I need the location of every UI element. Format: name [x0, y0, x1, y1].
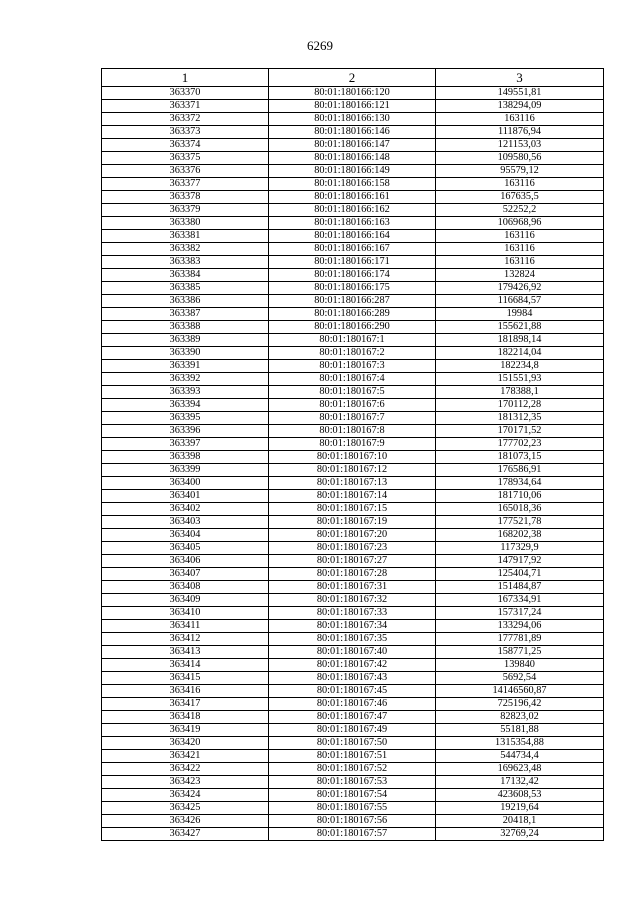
- cadastral-number-cell: 80:01:180166:287: [269, 295, 436, 308]
- table-row: [102, 113, 604, 126]
- table-row: [102, 100, 604, 113]
- row-number-cell: 363407: [102, 568, 269, 581]
- cadastral-number-cell: 80:01:180166:171: [269, 256, 436, 269]
- value-cell: 111876,94: [436, 126, 604, 139]
- table-row: [102, 503, 604, 516]
- value-cell: 109580,56: [436, 152, 604, 165]
- cadastral-number-cell: 80:01:180167:51: [269, 750, 436, 763]
- row-number-cell: 363386: [102, 295, 269, 308]
- table-row: [102, 568, 604, 581]
- row-number-cell: 363415: [102, 672, 269, 685]
- table-row: [102, 243, 604, 256]
- row-number-cell: 363376: [102, 165, 269, 178]
- value-cell: 117329,9: [436, 542, 604, 555]
- header-row: [102, 69, 604, 87]
- value-cell: 544734,4: [436, 750, 604, 763]
- table-row: [102, 334, 604, 347]
- cadastral-number-cell: 80:01:180167:28: [269, 568, 436, 581]
- table-row: [102, 464, 604, 477]
- row-number-cell: 363412: [102, 633, 269, 646]
- cadastral-number-cell: 80:01:180166:161: [269, 191, 436, 204]
- cadastral-number-cell: 80:01:180166:167: [269, 243, 436, 256]
- row-number-cell: 363389: [102, 334, 269, 347]
- row-number-cell: 363382: [102, 243, 269, 256]
- column-header-3: 3: [436, 69, 604, 87]
- table-row: [102, 711, 604, 724]
- table-row: [102, 191, 604, 204]
- value-cell: 155621,88: [436, 321, 604, 334]
- value-cell: 32769,24: [436, 828, 604, 841]
- column-header-1: 1: [102, 69, 269, 87]
- row-number-cell: 363393: [102, 386, 269, 399]
- value-cell: 19984: [436, 308, 604, 321]
- cadastral-number-cell: 80:01:180167:27: [269, 555, 436, 568]
- table-row: [102, 646, 604, 659]
- cadastral-number-cell: 80:01:180167:35: [269, 633, 436, 646]
- row-number-cell: 363404: [102, 529, 269, 542]
- value-cell: 139840: [436, 659, 604, 672]
- cadastral-number-cell: 80:01:180167:46: [269, 698, 436, 711]
- value-cell: 151551,93: [436, 373, 604, 386]
- table-row: [102, 529, 604, 542]
- table-row: [102, 490, 604, 503]
- row-number-cell: 363408: [102, 581, 269, 594]
- row-number-cell: 363422: [102, 763, 269, 776]
- table-body: [102, 87, 604, 841]
- table-row: [102, 425, 604, 438]
- row-number-cell: 363423: [102, 776, 269, 789]
- table-row: [102, 321, 604, 334]
- row-number-cell: 363398: [102, 451, 269, 464]
- value-cell: 125404,71: [436, 568, 604, 581]
- table-row: [102, 776, 604, 789]
- cadastral-number-cell: 80:01:180167:19: [269, 516, 436, 529]
- row-number-cell: 363392: [102, 373, 269, 386]
- row-number-cell: 363402: [102, 503, 269, 516]
- value-cell: 82823,02: [436, 711, 604, 724]
- row-number-cell: 363372: [102, 113, 269, 126]
- table-row: [102, 373, 604, 386]
- cadastral-number-cell: 80:01:180167:12: [269, 464, 436, 477]
- value-cell: 149551,81: [436, 87, 604, 100]
- cadastral-number-cell: 80:01:180167:43: [269, 672, 436, 685]
- row-number-cell: 363420: [102, 737, 269, 750]
- value-cell: 182234,8: [436, 360, 604, 373]
- value-cell: 151484,87: [436, 581, 604, 594]
- row-number-cell: 363384: [102, 269, 269, 282]
- value-cell: 163116: [436, 113, 604, 126]
- cadastral-number-cell: 80:01:180166:175: [269, 282, 436, 295]
- cadastral-number-cell: 80:01:180167:15: [269, 503, 436, 516]
- row-number-cell: 363385: [102, 282, 269, 295]
- row-number-cell: 363391: [102, 360, 269, 373]
- cadastral-number-cell: 80:01:180166:120: [269, 87, 436, 100]
- row-number-cell: 363419: [102, 724, 269, 737]
- value-cell: 181312,35: [436, 412, 604, 425]
- row-number-cell: 363400: [102, 477, 269, 490]
- cadastral-number-cell: 80:01:180167:56: [269, 815, 436, 828]
- cadastral-number-cell: 80:01:180166:146: [269, 126, 436, 139]
- cadastral-number-cell: 80:01:180167:47: [269, 711, 436, 724]
- value-cell: 163116: [436, 256, 604, 269]
- value-cell: 169623,48: [436, 763, 604, 776]
- row-number-cell: 363399: [102, 464, 269, 477]
- table-row: [102, 516, 604, 529]
- cadastral-number-cell: 80:01:180167:32: [269, 594, 436, 607]
- value-cell: 147917,92: [436, 555, 604, 568]
- row-number-cell: 363387: [102, 308, 269, 321]
- row-number-cell: 363377: [102, 178, 269, 191]
- table-row: [102, 633, 604, 646]
- table-row: [102, 256, 604, 269]
- cadastral-number-cell: 80:01:180166:163: [269, 217, 436, 230]
- table-row: [102, 308, 604, 321]
- value-cell: 181898,14: [436, 334, 604, 347]
- cadastral-number-cell: 80:01:180166:130: [269, 113, 436, 126]
- cadastral-number-cell: 80:01:180166:148: [269, 152, 436, 165]
- cadastral-number-cell: 80:01:180166:158: [269, 178, 436, 191]
- value-cell: 181710,06: [436, 490, 604, 503]
- table-row: [102, 126, 604, 139]
- table-row: [102, 620, 604, 633]
- table-row: [102, 360, 604, 373]
- row-number-cell: 363390: [102, 347, 269, 360]
- table-row: [102, 438, 604, 451]
- table-row: [102, 152, 604, 165]
- table-row: [102, 451, 604, 464]
- cadastral-number-cell: 80:01:180166:162: [269, 204, 436, 217]
- value-cell: 158771,25: [436, 646, 604, 659]
- row-number-cell: 363409: [102, 594, 269, 607]
- row-number-cell: 363401: [102, 490, 269, 503]
- table-row: [102, 477, 604, 490]
- row-number-cell: 363424: [102, 789, 269, 802]
- value-cell: 181073,15: [436, 451, 604, 464]
- data-table: [101, 68, 604, 841]
- table-row: [102, 789, 604, 802]
- table-row: [102, 594, 604, 607]
- row-number-cell: 363373: [102, 126, 269, 139]
- value-cell: 167334,91: [436, 594, 604, 607]
- row-number-cell: 363413: [102, 646, 269, 659]
- cadastral-number-cell: 80:01:180167:7: [269, 412, 436, 425]
- row-number-cell: 363370: [102, 87, 269, 100]
- table-row: [102, 399, 604, 412]
- row-number-cell: 363378: [102, 191, 269, 204]
- row-number-cell: 363381: [102, 230, 269, 243]
- cadastral-number-cell: 80:01:180167:23: [269, 542, 436, 555]
- cadastral-number-cell: 80:01:180167:10: [269, 451, 436, 464]
- table-row: [102, 685, 604, 698]
- cadastral-number-cell: 80:01:180166:290: [269, 321, 436, 334]
- row-number-cell: 363394: [102, 399, 269, 412]
- value-cell: 52252,2: [436, 204, 604, 217]
- row-number-cell: 363426: [102, 815, 269, 828]
- value-cell: 177521,78: [436, 516, 604, 529]
- row-number-cell: 363425: [102, 802, 269, 815]
- value-cell: 167635,5: [436, 191, 604, 204]
- value-cell: 182214,04: [436, 347, 604, 360]
- value-cell: 20418,1: [436, 815, 604, 828]
- row-number-cell: 363406: [102, 555, 269, 568]
- table-row: [102, 269, 604, 282]
- cadastral-number-cell: 80:01:180167:14: [269, 490, 436, 503]
- row-number-cell: 363427: [102, 828, 269, 841]
- cadastral-number-cell: 80:01:180167:57: [269, 828, 436, 841]
- cadastral-number-cell: 80:01:180166:147: [269, 139, 436, 152]
- row-number-cell: 363388: [102, 321, 269, 334]
- cadastral-number-cell: 80:01:180167:49: [269, 724, 436, 737]
- row-number-cell: 363403: [102, 516, 269, 529]
- value-cell: 1315354,88: [436, 737, 604, 750]
- table-row: [102, 659, 604, 672]
- table-row: [102, 295, 604, 308]
- cadastral-number-cell: 80:01:180167:31: [269, 581, 436, 594]
- table-row: [102, 230, 604, 243]
- value-cell: 95579,12: [436, 165, 604, 178]
- table-row: [102, 802, 604, 815]
- cadastral-number-cell: 80:01:180167:50: [269, 737, 436, 750]
- value-cell: 14146560,87: [436, 685, 604, 698]
- value-cell: 170112,28: [436, 399, 604, 412]
- row-number-cell: 363417: [102, 698, 269, 711]
- cadastral-number-cell: 80:01:180167:40: [269, 646, 436, 659]
- value-cell: 133294,06: [436, 620, 604, 633]
- value-cell: 165018,36: [436, 503, 604, 516]
- cadastral-number-cell: 80:01:180166:174: [269, 269, 436, 282]
- table-row: [102, 724, 604, 737]
- table-row: [102, 217, 604, 230]
- value-cell: 177781,89: [436, 633, 604, 646]
- cadastral-number-cell: 80:01:180167:8: [269, 425, 436, 438]
- row-number-cell: 363375: [102, 152, 269, 165]
- table-row: [102, 347, 604, 360]
- value-cell: 17132,42: [436, 776, 604, 789]
- row-number-cell: 363405: [102, 542, 269, 555]
- table-row: [102, 750, 604, 763]
- cadastral-number-cell: 80:01:180166:149: [269, 165, 436, 178]
- table-row: [102, 815, 604, 828]
- row-number-cell: 363396: [102, 425, 269, 438]
- cadastral-number-cell: 80:01:180167:1: [269, 334, 436, 347]
- cadastral-number-cell: 80:01:180167:52: [269, 763, 436, 776]
- value-cell: 176586,91: [436, 464, 604, 477]
- cadastral-number-cell: 80:01:180166:289: [269, 308, 436, 321]
- value-cell: 55181,88: [436, 724, 604, 737]
- column-header-2: 2: [269, 69, 436, 87]
- page-number: 6269: [307, 38, 333, 53]
- value-cell: 116684,57: [436, 295, 604, 308]
- row-number-cell: 363421: [102, 750, 269, 763]
- row-number-cell: 363414: [102, 659, 269, 672]
- row-number-cell: 363380: [102, 217, 269, 230]
- table-row: [102, 555, 604, 568]
- cadastral-number-cell: 80:01:180167:13: [269, 477, 436, 490]
- row-number-cell: 363383: [102, 256, 269, 269]
- table-row: [102, 165, 604, 178]
- cadastral-number-cell: 80:01:180167:2: [269, 347, 436, 360]
- cadastral-number-cell: 80:01:180167:33: [269, 607, 436, 620]
- cadastral-number-cell: 80:01:180167:53: [269, 776, 436, 789]
- value-cell: 19219,64: [436, 802, 604, 815]
- table-row: [102, 139, 604, 152]
- table-row: [102, 698, 604, 711]
- value-cell: 106968,96: [436, 217, 604, 230]
- cadastral-number-cell: 80:01:180166:164: [269, 230, 436, 243]
- value-cell: 725196,42: [436, 698, 604, 711]
- value-cell: 132824: [436, 269, 604, 282]
- value-cell: 5692,54: [436, 672, 604, 685]
- table-row: [102, 204, 604, 217]
- table-row: [102, 386, 604, 399]
- row-number-cell: 363416: [102, 685, 269, 698]
- value-cell: 170171,52: [436, 425, 604, 438]
- cadastral-number-cell: 80:01:180167:20: [269, 529, 436, 542]
- value-cell: 177702,23: [436, 438, 604, 451]
- value-cell: 163116: [436, 178, 604, 191]
- value-cell: 121153,03: [436, 139, 604, 152]
- table-row: [102, 412, 604, 425]
- table-row: [102, 87, 604, 100]
- value-cell: 157317,24: [436, 607, 604, 620]
- cadastral-number-cell: 80:01:180167:3: [269, 360, 436, 373]
- row-number-cell: 363410: [102, 607, 269, 620]
- row-number-cell: 363397: [102, 438, 269, 451]
- value-cell: 423608,53: [436, 789, 604, 802]
- value-cell: 163116: [436, 230, 604, 243]
- cadastral-number-cell: 80:01:180167:5: [269, 386, 436, 399]
- value-cell: 138294,09: [436, 100, 604, 113]
- table-row: [102, 607, 604, 620]
- table-row: [102, 737, 604, 750]
- cadastral-number-cell: 80:01:180167:4: [269, 373, 436, 386]
- row-number-cell: 363371: [102, 100, 269, 113]
- row-number-cell: 363395: [102, 412, 269, 425]
- table-row: [102, 581, 604, 594]
- table-row: [102, 672, 604, 685]
- table-row: [102, 763, 604, 776]
- cadastral-number-cell: 80:01:180167:42: [269, 659, 436, 672]
- cadastral-number-cell: 80:01:180167:54: [269, 789, 436, 802]
- value-cell: 178934,64: [436, 477, 604, 490]
- cadastral-number-cell: 80:01:180167:34: [269, 620, 436, 633]
- row-number-cell: 363411: [102, 620, 269, 633]
- cadastral-number-cell: 80:01:180167:6: [269, 399, 436, 412]
- table-row: [102, 542, 604, 555]
- value-cell: 179426,92: [436, 282, 604, 295]
- cadastral-number-cell: 80:01:180167:55: [269, 802, 436, 815]
- value-cell: 163116: [436, 243, 604, 256]
- value-cell: 178388,1: [436, 386, 604, 399]
- row-number-cell: 363418: [102, 711, 269, 724]
- table-header: [102, 69, 604, 87]
- table-row: [102, 828, 604, 841]
- table-row: [102, 178, 604, 191]
- value-cell: 168202,38: [436, 529, 604, 542]
- table-row: [102, 282, 604, 295]
- row-number-cell: 363379: [102, 204, 269, 217]
- cadastral-number-cell: 80:01:180167:9: [269, 438, 436, 451]
- cadastral-number-cell: 80:01:180166:121: [269, 100, 436, 113]
- row-number-cell: 363374: [102, 139, 269, 152]
- cadastral-number-cell: 80:01:180167:45: [269, 685, 436, 698]
